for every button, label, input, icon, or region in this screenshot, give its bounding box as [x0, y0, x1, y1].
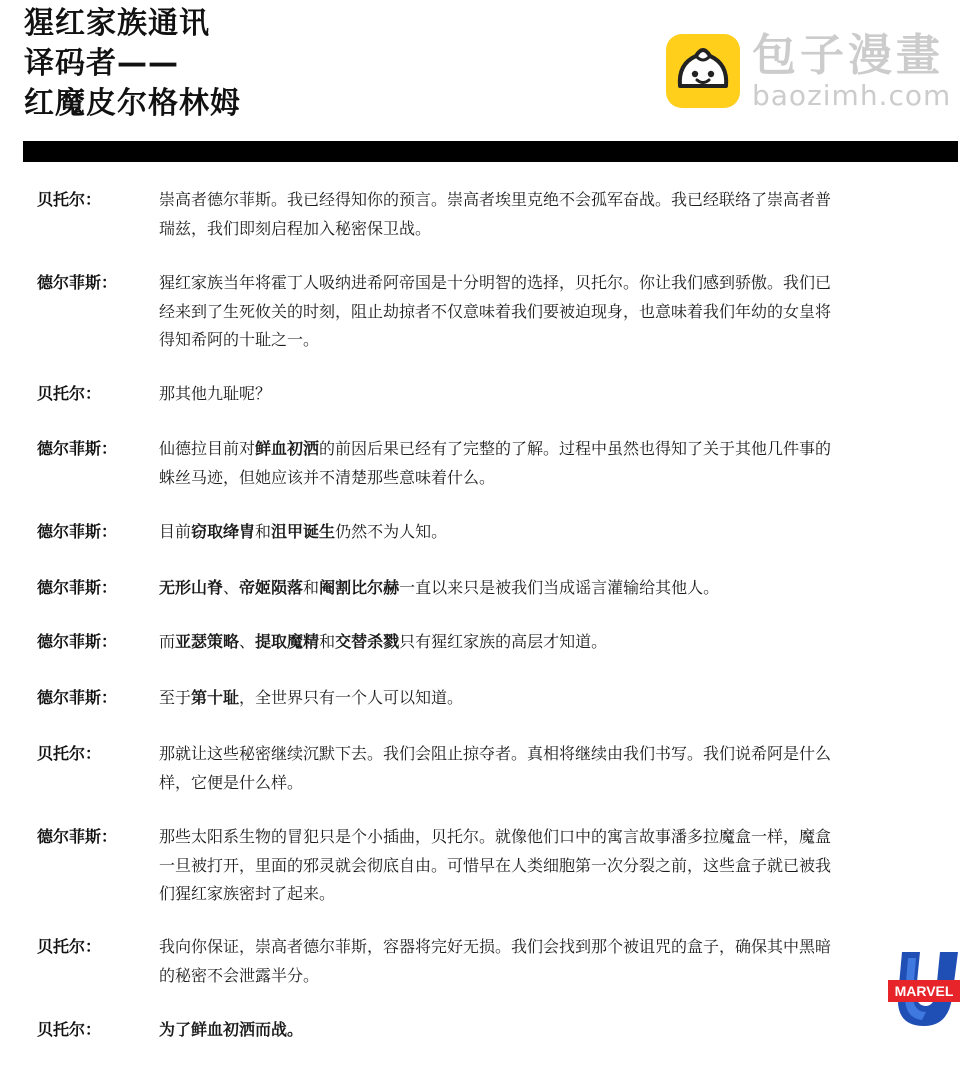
dialogue-text: [159, 518, 839, 547]
text-segment: 目前: [159, 522, 192, 541]
text-segment: 仍然不为人知。: [335, 522, 448, 541]
emphasized-term: 沮甲诞生: [271, 522, 336, 541]
text-segment: 和: [255, 522, 272, 541]
text-segment: 而: [159, 632, 176, 651]
speaker-name: 贝托尔：: [37, 190, 102, 209]
speaker-name: 贝托尔：: [37, 744, 102, 763]
dialogue-text: [159, 823, 839, 909]
emphasized-term: 窃取绛胄: [191, 522, 256, 541]
emphasized-term: 帝姬陨落: [239, 578, 304, 597]
header-title: [24, 4, 241, 124]
text-segment: 那些太阳系生物的冒犯只是个小插曲，贝托尔。就像他们口中的寓言故事潘多拉魔盒一样，魔盒一旦被打开，里面的邪灵就会彻底自由。可惜早在人类细胞第一次分裂之前，这些盒子就已被我们猩红家族密封了起来。: [159, 827, 832, 903]
header-divider: [23, 141, 958, 162]
text-segment: 至于: [159, 688, 192, 707]
text-segment: ，全世界只有一个人可以知道。: [239, 688, 464, 707]
text-segment: 猩红家族当年将霍丁人吸纳进希阿帝国是十分明智的选择，贝托尔。你让我们感到骄傲。我们已经来到了生死攸关的时刻，阻止劫掠者不仅意味着我们要被迫现身，也意味着我们年幼的女皇将得知希阿的十耻之一。: [159, 273, 832, 349]
text-segment: 、: [223, 578, 240, 597]
dialogue-text: [159, 186, 839, 243]
text-segment: 那就让这些秘密继续沉默下去。我们会阻止掠夺者。真相将继续由我们书写。我们说希阿是什么样，它便是什么样。: [159, 744, 832, 792]
title-line-3: 红魔皮尔格林姆: [24, 86, 241, 121]
emphasized-term: 第十耻: [191, 688, 240, 707]
speaker-name: 德尔菲斯：: [37, 632, 118, 651]
text-segment: 和: [319, 632, 336, 651]
speaker-name: 德尔菲斯：: [37, 439, 118, 458]
emphasized-term: 鲜血初洒: [255, 439, 320, 458]
speaker-name: 贝托尔：: [37, 937, 102, 956]
text-segment: 我向你保证，崇高者德尔菲斯，容器将完好无损。我们会找到那个被诅咒的盒子，确保其中黑暗的秘密不会泄露半分。: [159, 937, 832, 985]
text-segment: 只有猩红家族的高层才知道。: [399, 632, 608, 651]
emphasized-term: 亚瑟策略: [175, 632, 240, 651]
marvel-unlimited-logo: [886, 948, 964, 1028]
speaker-name: 德尔菲斯：: [37, 522, 118, 541]
marvel-badge: MARVEL: [888, 980, 960, 1002]
text-segment: 崇高者德尔菲斯。我已经得知你的预言。崇高者埃里克绝不会孤军奋战。我已经联络了崇高者普瑞兹，我们即刻启程加入秘密保卫战。: [159, 190, 832, 238]
speaker-name: 德尔菲斯：: [37, 827, 118, 846]
dialogue-text: [159, 684, 839, 713]
emphasized-term: 为了鲜血初洒而战。: [159, 1020, 304, 1039]
dialogue-text: [159, 269, 839, 355]
dialogue-text: [159, 574, 839, 603]
bun-mascot-icon: [666, 34, 740, 108]
emphasized-term: 阉割比尔赫: [319, 578, 400, 597]
emphasized-term: 无形山脊: [159, 578, 224, 597]
dialogue-text: [159, 1016, 839, 1045]
text-segment: 和: [303, 578, 320, 597]
title-line-2: 译码者——: [24, 46, 179, 81]
speaker-name: 贝托尔：: [37, 1020, 102, 1039]
site-watermark: [666, 30, 956, 114]
emphasized-term: 交替杀戮: [335, 632, 400, 651]
emphasized-term: 提取魔精: [255, 632, 320, 651]
watermark-domain: baozimh.com: [752, 79, 952, 112]
text-segment: 那其他九耻呢？: [159, 384, 272, 403]
dialogue-text: [159, 933, 839, 990]
speaker-name: 德尔菲斯：: [37, 273, 118, 292]
speaker-name: 贝托尔：: [37, 384, 102, 403]
text-segment: 的前因后果已经有了完整的了解。过程中虽然也得知了关于其他几件事的蛛丝马迹，但她应该并不清楚那些意味着什么。: [159, 439, 832, 487]
speaker-name: 德尔菲斯：: [37, 578, 118, 597]
title-line-1: 猩红家族通讯: [24, 6, 210, 41]
dialogue-text: [159, 628, 839, 657]
dialogue-text: [159, 435, 839, 492]
watermark-name: 包子漫畫: [752, 30, 944, 81]
text-segment: 仙德拉目前对: [159, 439, 256, 458]
text-segment: 一直以来只是被我们当成谣言灌输给其他人。: [399, 578, 720, 597]
text-segment: 、: [239, 632, 256, 651]
speaker-name: 德尔菲斯：: [37, 688, 118, 707]
dialogue-text: [159, 380, 839, 409]
dialogue-text: [159, 740, 839, 797]
